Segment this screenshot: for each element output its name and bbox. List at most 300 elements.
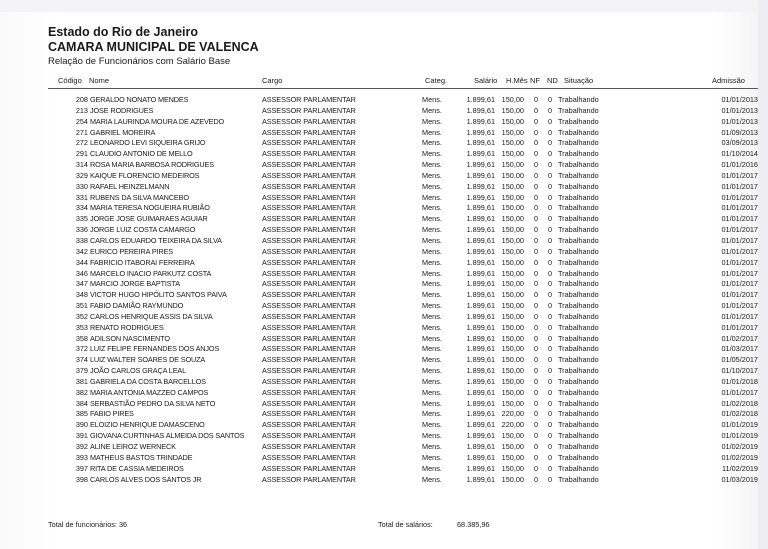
- row-categ: Mens.: [422, 431, 442, 441]
- row-categ: Mens.: [422, 203, 442, 213]
- row-code: 374: [75, 355, 88, 365]
- row-categ: Mens.: [422, 387, 442, 397]
- row-nd: 0: [547, 344, 553, 354]
- row-nd: 0: [547, 181, 553, 191]
- row-status: Trabalhando: [558, 214, 599, 224]
- row-hours: 150,00: [501, 376, 524, 386]
- row-nf: 0: [533, 160, 539, 170]
- total-employees-value: 36: [119, 520, 128, 529]
- row-nd: 0: [547, 268, 553, 278]
- row-name: FABIO DAMIÃO RAYMUNDO: [90, 301, 184, 311]
- row-code: 390: [75, 420, 88, 430]
- row-categ: Mens.: [422, 214, 442, 224]
- row-salary: 1.899,61: [466, 463, 495, 473]
- row-nf: 0: [533, 344, 539, 354]
- row-status: Trabalhando: [558, 268, 599, 278]
- row-categ: Mens.: [422, 333, 442, 343]
- row-name: CARLOS EDUARDO TEIXEIRA DA SILVA: [90, 235, 222, 245]
- row-nd: 0: [547, 149, 553, 159]
- row-salary: 1.899,61: [466, 225, 495, 235]
- row-cargo: ASSESSOR PARLAMENTAR: [262, 344, 356, 354]
- row-categ: Mens.: [422, 235, 442, 245]
- row-admission: 01/09/2013: [721, 127, 758, 137]
- row-hours: 150,00: [501, 181, 524, 191]
- row-admission: 01/01/2017: [721, 225, 758, 235]
- row-admission: 01/03/2019: [721, 474, 758, 484]
- table-row: [0, 236, 768, 247]
- row-name: MATHEUS BASTOS TRINDADE: [90, 452, 193, 462]
- row-salary: 1.899,61: [466, 409, 495, 419]
- table-row: [0, 475, 768, 486]
- row-nf: 0: [533, 398, 539, 408]
- row-cargo: ASSESSOR PARLAMENTAR: [262, 301, 356, 311]
- table-row: [0, 431, 768, 442]
- row-hours: 220,00: [501, 420, 524, 430]
- row-status: Trabalhando: [558, 257, 599, 267]
- row-name: ALINE LEIROZ WERNECK: [90, 442, 176, 451]
- row-nf: 0: [533, 170, 539, 180]
- row-nd: 0: [547, 474, 553, 484]
- row-name: JORGE JOSE GUIMARAES AGUIAR: [90, 214, 208, 224]
- row-hours: 150,00: [501, 149, 524, 159]
- row-categ: Mens.: [422, 355, 442, 365]
- table-row: [0, 312, 768, 323]
- row-categ: Mens.: [422, 105, 442, 115]
- row-name: GABRIEL MOREIRA: [90, 127, 156, 137]
- row-hours: 150,00: [501, 398, 524, 408]
- row-hours: 150,00: [501, 322, 524, 332]
- total-salaries-label: Total de salários:: [378, 520, 433, 529]
- row-name: MARCIO JORGE BAPTISTA: [90, 279, 180, 289]
- row-nd: 0: [547, 409, 553, 419]
- row-name: SERBASTIÃO PEDRO DA SILVA NETO: [90, 398, 216, 408]
- row-admission: 01/01/2017: [721, 279, 758, 289]
- row-name: ADILSON NASCIMENTO: [90, 333, 170, 343]
- row-salary: 1.899,61: [466, 420, 495, 430]
- row-code: 329: [75, 170, 88, 180]
- row-nd: 0: [547, 387, 553, 397]
- row-code: 372: [75, 344, 88, 354]
- row-admission: 01/02/2019: [721, 442, 758, 451]
- row-cargo: ASSESSOR PARLAMENTAR: [262, 268, 356, 278]
- row-code: 348: [75, 290, 88, 300]
- table-row: [0, 388, 768, 399]
- row-admission: 01/01/2017: [721, 246, 758, 256]
- employee-table: [0, 95, 768, 485]
- table-row: [0, 171, 768, 182]
- row-admission: 01/02/2018: [721, 409, 758, 419]
- row-code: 342: [75, 246, 88, 256]
- row-nf: 0: [533, 474, 539, 484]
- row-nf: 0: [533, 214, 539, 224]
- scan-top-margin: [0, 0, 768, 12]
- col-code: Código: [58, 76, 82, 85]
- table-row: [0, 258, 768, 269]
- row-salary: 1.899,61: [466, 442, 495, 451]
- row-nf: 0: [533, 387, 539, 397]
- row-status: Trabalhando: [558, 344, 599, 354]
- row-hours: 150,00: [501, 442, 524, 451]
- row-code: 344: [75, 257, 88, 267]
- row-admission: 01/01/2017: [721, 170, 758, 180]
- header-divider: [48, 88, 758, 89]
- row-categ: Mens.: [422, 301, 442, 311]
- row-admission: 01/10/2017: [721, 366, 758, 376]
- table-row: [0, 344, 768, 355]
- row-nf: 0: [533, 181, 539, 191]
- row-nf: 0: [533, 431, 539, 441]
- row-admission: 01/10/2014: [721, 149, 758, 159]
- row-salary: 1.899,61: [466, 127, 495, 137]
- row-admission: 01/01/2017: [721, 301, 758, 311]
- row-code: 379: [75, 366, 88, 376]
- row-status: Trabalhando: [558, 138, 599, 148]
- row-name: KAIQUE FLORENCIO MEDEIROS: [90, 170, 200, 180]
- row-code: 347: [75, 279, 88, 289]
- row-categ: Mens.: [422, 246, 442, 256]
- table-row: [0, 138, 768, 149]
- row-code: 336: [75, 225, 88, 235]
- row-categ: Mens.: [422, 225, 442, 235]
- row-nf: 0: [533, 95, 539, 104]
- row-categ: Mens.: [422, 322, 442, 332]
- row-nd: 0: [547, 225, 553, 235]
- row-hours: 150,00: [501, 138, 524, 148]
- row-nd: 0: [547, 376, 553, 386]
- row-nf: 0: [533, 463, 539, 473]
- row-cargo: ASSESSOR PARLAMENTAR: [262, 279, 356, 289]
- row-cargo: ASSESSOR PARLAMENTAR: [262, 192, 356, 202]
- row-hours: 150,00: [501, 127, 524, 137]
- row-hours: 150,00: [501, 463, 524, 473]
- row-cargo: ASSESSOR PARLAMENTAR: [262, 398, 356, 408]
- row-admission: 01/01/2017: [721, 322, 758, 332]
- row-admission: 03/09/2013: [721, 138, 758, 148]
- row-nd: 0: [547, 257, 553, 267]
- table-row: [0, 203, 768, 214]
- row-nd: 0: [547, 398, 553, 408]
- row-salary: 1.899,61: [466, 246, 495, 256]
- row-hours: 150,00: [501, 311, 524, 321]
- row-salary: 1.899,61: [466, 170, 495, 180]
- row-hours: 150,00: [501, 387, 524, 397]
- row-categ: Mens.: [422, 420, 442, 430]
- row-code: 398: [75, 474, 88, 484]
- row-name: JOSE RODRIGUES: [90, 105, 154, 115]
- row-cargo: ASSESSOR PARLAMENTAR: [262, 203, 356, 213]
- table-row: [0, 160, 768, 171]
- row-nf: 0: [533, 127, 539, 137]
- row-salary: 1.899,61: [466, 214, 495, 224]
- row-name: GABRIELA DA COSTA BARCELLOS: [90, 376, 206, 386]
- col-status: Situação: [564, 76, 594, 85]
- table-row: [0, 453, 768, 464]
- row-cargo: ASSESSOR PARLAMENTAR: [262, 452, 356, 462]
- row-salary: 1.899,61: [466, 192, 495, 202]
- row-categ: Mens.: [422, 192, 442, 202]
- table-row: [0, 377, 768, 388]
- row-nd: 0: [547, 355, 553, 365]
- col-salary: Salário: [474, 76, 498, 85]
- row-salary: 1.899,61: [466, 257, 495, 267]
- row-hours: 150,00: [501, 344, 524, 354]
- row-categ: Mens.: [422, 376, 442, 386]
- row-name: RENATO RODRIGUES: [90, 322, 164, 332]
- row-name: ROSA MARIA BARBOSA RODRIGUES: [90, 160, 214, 170]
- row-name: CARLOS ALVES DOS SANTOS JR: [90, 474, 202, 484]
- row-categ: Mens.: [422, 116, 442, 126]
- row-hours: 150,00: [501, 95, 524, 104]
- row-code: 346: [75, 268, 88, 278]
- row-status: Trabalhando: [558, 355, 599, 365]
- row-salary: 1.899,61: [466, 431, 495, 441]
- table-row: [0, 193, 768, 204]
- row-categ: Mens.: [422, 127, 442, 137]
- row-status: Trabalhando: [558, 181, 599, 191]
- col-admission: Admissão: [712, 76, 745, 85]
- row-hours: 150,00: [501, 192, 524, 202]
- row-hours: 150,00: [501, 214, 524, 224]
- total-employees-label: Total de funcionários:: [48, 520, 117, 529]
- row-admission: 01/01/2017: [721, 203, 758, 213]
- row-cargo: ASSESSOR PARLAMENTAR: [262, 420, 356, 430]
- row-salary: 1.899,61: [466, 322, 495, 332]
- row-admission: 01/05/2017: [721, 355, 758, 365]
- row-hours: 150,00: [501, 235, 524, 245]
- row-salary: 1.899,61: [466, 452, 495, 462]
- table-row: [0, 117, 768, 128]
- row-admission: 01/02/2017: [721, 333, 758, 343]
- row-code: 334: [75, 203, 88, 213]
- row-salary: 1.899,61: [466, 235, 495, 245]
- row-status: Trabalhando: [558, 420, 599, 430]
- row-nf: 0: [533, 257, 539, 267]
- row-status: Trabalhando: [558, 463, 599, 473]
- row-categ: Mens.: [422, 463, 442, 473]
- row-admission: 01/01/2017: [721, 214, 758, 224]
- row-salary: 1.899,61: [466, 181, 495, 191]
- row-hours: 150,00: [501, 474, 524, 484]
- col-cargo: Cargo: [262, 76, 283, 85]
- row-code: 338: [75, 235, 88, 245]
- row-cargo: ASSESSOR PARLAMENTAR: [262, 431, 356, 441]
- row-name: VICTOR HUGO HIPÓLITO SANTOS PAIVA: [90, 290, 227, 300]
- row-nd: 0: [547, 290, 553, 300]
- row-cargo: ASSESSOR PARLAMENTAR: [262, 235, 356, 245]
- row-hours: 150,00: [501, 355, 524, 365]
- row-cargo: ASSESSOR PARLAMENTAR: [262, 95, 356, 104]
- row-code: 358: [75, 333, 88, 343]
- row-status: Trabalhando: [558, 409, 599, 419]
- row-nf: 0: [533, 333, 539, 343]
- row-nd: 0: [547, 301, 553, 311]
- col-nd: ND: [547, 76, 558, 85]
- row-status: Trabalhando: [558, 225, 599, 235]
- row-cargo: ASSESSOR PARLAMENTAR: [262, 442, 356, 451]
- row-hours: 150,00: [501, 257, 524, 267]
- row-nd: 0: [547, 116, 553, 126]
- row-name: GIOVANA CURTINHAS ALMEIDA DOS SANTOS: [90, 431, 245, 441]
- row-nd: 0: [547, 105, 553, 115]
- row-status: Trabalhando: [558, 333, 599, 343]
- row-name: CLAUDIO ANTONIO DE MELLO: [90, 149, 193, 159]
- row-nf: 0: [533, 290, 539, 300]
- row-status: Trabalhando: [558, 301, 599, 311]
- table-row: [0, 290, 768, 301]
- row-name: ELOIZIO HENRIQUE DAMASCENO: [90, 420, 205, 430]
- row-categ: Mens.: [422, 366, 442, 376]
- row-categ: Mens.: [422, 344, 442, 354]
- row-salary: 1.899,61: [466, 355, 495, 365]
- row-nf: 0: [533, 246, 539, 256]
- total-employees: [48, 520, 127, 530]
- row-categ: Mens.: [422, 181, 442, 191]
- row-categ: Mens.: [422, 149, 442, 159]
- row-status: Trabalhando: [558, 246, 599, 256]
- table-row: [0, 442, 768, 453]
- row-admission: 01/01/2016: [721, 160, 758, 170]
- row-hours: 150,00: [501, 116, 524, 126]
- row-nf: 0: [533, 355, 539, 365]
- row-cargo: ASSESSOR PARLAMENTAR: [262, 409, 356, 419]
- col-name: Nome: [89, 76, 110, 85]
- row-nf: 0: [533, 138, 539, 148]
- table-row: [0, 225, 768, 236]
- row-name: LUIZ FELIPE FERNANDES DOS ANJOS: [90, 344, 220, 354]
- row-admission: 01/02/2019: [721, 452, 758, 462]
- table-row: [0, 247, 768, 258]
- row-nd: 0: [547, 214, 553, 224]
- row-status: Trabalhando: [558, 95, 599, 104]
- row-cargo: ASSESSOR PARLAMENTAR: [262, 138, 356, 148]
- row-cargo: ASSESSOR PARLAMENTAR: [262, 149, 356, 159]
- row-hours: 150,00: [501, 333, 524, 343]
- row-categ: Mens.: [422, 398, 442, 408]
- row-name: MARCELO INACIO PARKUTZ COSTA: [90, 268, 212, 278]
- row-status: Trabalhando: [558, 322, 599, 332]
- row-status: Trabalhando: [558, 203, 599, 213]
- report-title: Relação de Funcionários com Salário Base: [48, 56, 231, 67]
- row-code: 213: [75, 105, 88, 115]
- row-nd: 0: [547, 279, 553, 289]
- row-nd: 0: [547, 160, 553, 170]
- row-status: Trabalhando: [558, 235, 599, 245]
- row-hours: 150,00: [501, 290, 524, 300]
- row-categ: Mens.: [422, 409, 442, 419]
- row-name: MARIA TERESA NOGUEIRA RUBIÃO: [90, 203, 210, 213]
- row-nf: 0: [533, 376, 539, 386]
- row-status: Trabalhando: [558, 290, 599, 300]
- row-salary: 1.899,61: [466, 376, 495, 386]
- row-name: CARLOS HENRIQUE ASSIS DA SILVA: [90, 311, 213, 321]
- row-nf: 0: [533, 116, 539, 126]
- row-salary: 1.899,61: [466, 366, 495, 376]
- row-nf: 0: [533, 192, 539, 202]
- row-salary: 1.899,61: [466, 333, 495, 343]
- row-categ: Mens.: [422, 442, 442, 451]
- row-name: LUIZ WALTER SOARES DE SOUZA: [90, 355, 206, 365]
- total-salaries-value: 68.385,96: [457, 520, 490, 529]
- row-admission: 01/01/2017: [721, 181, 758, 191]
- row-status: Trabalhando: [558, 279, 599, 289]
- row-name: RITA DE CASSIA MEDEIROS: [90, 463, 184, 473]
- table-row: [0, 301, 768, 312]
- table-row: [0, 214, 768, 225]
- row-cargo: ASSESSOR PARLAMENTAR: [262, 474, 356, 484]
- row-nd: 0: [547, 420, 553, 430]
- row-cargo: ASSESSOR PARLAMENTAR: [262, 225, 356, 235]
- row-name: MARIA ANTONIA MAZZEO CAMPOS: [90, 387, 209, 397]
- row-categ: Mens.: [422, 138, 442, 148]
- table-row: [0, 95, 768, 106]
- row-salary: 1.899,61: [466, 344, 495, 354]
- row-salary: 1.899,61: [466, 95, 495, 104]
- row-name: EURICO PEREIRA PIRES: [90, 246, 173, 256]
- row-code: 291: [75, 149, 88, 159]
- table-row: [0, 355, 768, 366]
- row-nf: 0: [533, 366, 539, 376]
- row-categ: Mens.: [422, 311, 442, 321]
- row-cargo: ASSESSOR PARLAMENTAR: [262, 214, 356, 224]
- row-status: Trabalhando: [558, 387, 599, 397]
- row-nd: 0: [547, 366, 553, 376]
- row-nd: 0: [547, 203, 553, 213]
- row-nd: 0: [547, 463, 553, 473]
- row-name: FABRICIO ITABORAI FERREIRA: [90, 257, 195, 267]
- row-nd: 0: [547, 442, 553, 451]
- row-nd: 0: [547, 431, 553, 441]
- row-hours: 150,00: [501, 452, 524, 462]
- row-categ: Mens.: [422, 257, 442, 267]
- row-salary: 1.899,61: [466, 474, 495, 484]
- row-categ: Mens.: [422, 170, 442, 180]
- row-status: Trabalhando: [558, 116, 599, 126]
- row-nd: 0: [547, 235, 553, 245]
- row-nf: 0: [533, 420, 539, 430]
- row-status: Trabalhando: [558, 160, 599, 170]
- row-cargo: ASSESSOR PARLAMENTAR: [262, 257, 356, 267]
- table-header: [0, 76, 768, 88]
- row-admission: 01/01/2019: [721, 420, 758, 430]
- row-status: Trabalhando: [558, 192, 599, 202]
- row-salary: 1.899,61: [466, 138, 495, 148]
- table-row: [0, 182, 768, 193]
- row-code: 271: [75, 127, 88, 137]
- row-code: 331: [75, 192, 88, 202]
- row-cargo: ASSESSOR PARLAMENTAR: [262, 160, 356, 170]
- table-row: [0, 279, 768, 290]
- row-hours: 150,00: [501, 170, 524, 180]
- row-cargo: ASSESSOR PARLAMENTAR: [262, 463, 356, 473]
- row-status: Trabalhando: [558, 127, 599, 137]
- row-nf: 0: [533, 409, 539, 419]
- row-nf: 0: [533, 322, 539, 332]
- row-cargo: ASSESSOR PARLAMENTAR: [262, 290, 356, 300]
- col-hours: H.Mês: [506, 76, 528, 85]
- row-code: 254: [75, 116, 88, 126]
- row-salary: 1.899,61: [466, 398, 495, 408]
- row-nf: 0: [533, 105, 539, 115]
- row-code: 381: [75, 376, 88, 386]
- row-nd: 0: [547, 333, 553, 343]
- row-cargo: ASSESSOR PARLAMENTAR: [262, 376, 356, 386]
- table-row: [0, 323, 768, 334]
- row-nf: 0: [533, 235, 539, 245]
- row-status: Trabalhando: [558, 366, 599, 376]
- row-hours: 220,00: [501, 409, 524, 419]
- table-row: [0, 399, 768, 410]
- row-nd: 0: [547, 95, 553, 104]
